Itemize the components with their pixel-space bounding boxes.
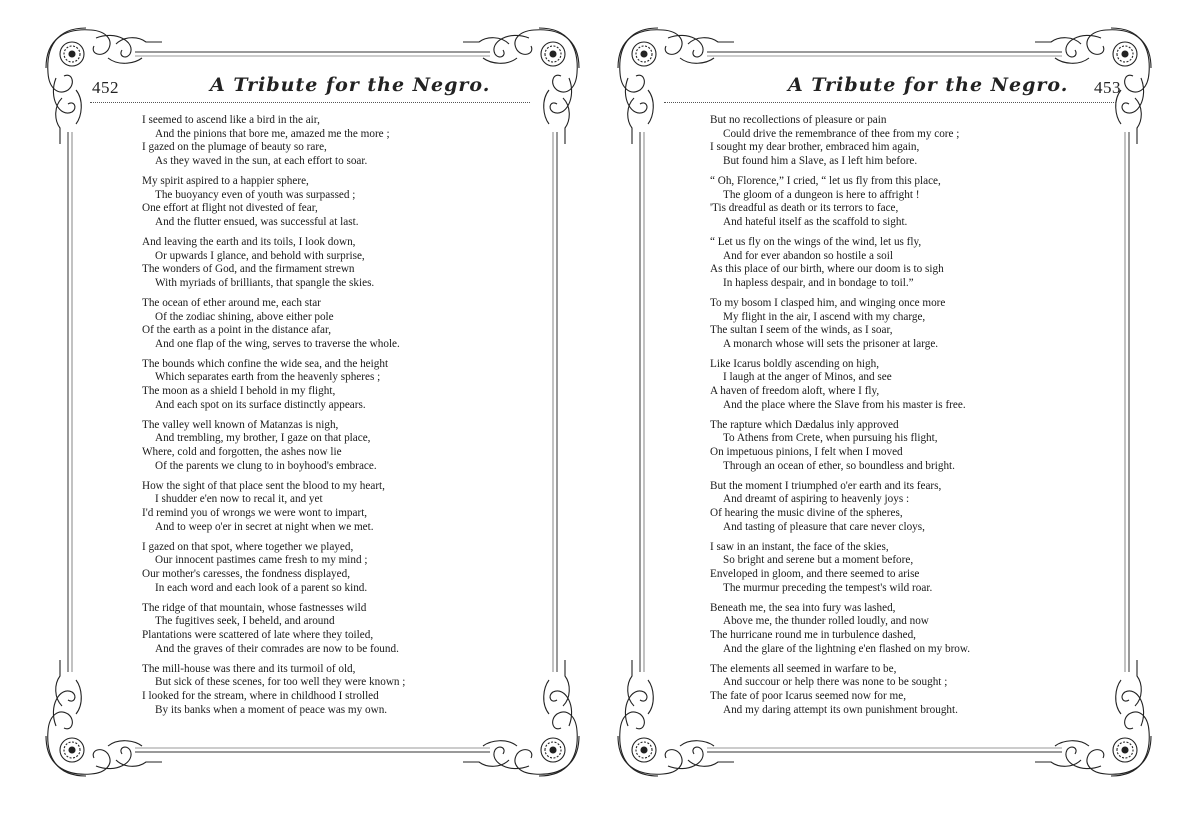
verse-line: And dreamt of aspiring to heavenly joys :	[723, 493, 910, 506]
verse-line: Beneath me, the sea into fury was lashed,	[710, 601, 896, 614]
verse-line: I'd remind you of wrongs we were wont to impart,	[142, 507, 368, 519]
verse-line: Our innocent pastimes came fresh to my mind ;	[155, 554, 368, 567]
verse-line: And tasting of pleasure that care never cloys,	[723, 520, 925, 533]
verse-line: I seemed to ascend like a bird in the air,	[142, 114, 320, 126]
verse-line: To Athens from Crete, when pursuing his flight,	[723, 432, 938, 445]
verse-line: Which separates earth from the heavenly spheres ;	[155, 371, 381, 384]
stanza	[142, 175, 562, 229]
verse-line: I shudder e'en now to recal it, and yet	[155, 493, 323, 506]
verse-line: The moon as a shield I behold in my flight,	[142, 385, 336, 398]
page-number: 453	[1094, 78, 1121, 97]
left-page	[40, 22, 585, 782]
verse-line: And for ever abandon so hostile a soil	[723, 249, 893, 262]
verse-line: And my daring attempt its own punishment brought.	[723, 703, 958, 716]
verse-line: The wonders of God, and the firmament strewn	[142, 263, 355, 276]
verse-line: I looked for the stream, where in childhood I strolled	[142, 689, 379, 702]
verse-line: The mill-house was there and its turmoil of old,	[142, 662, 356, 675]
stanza	[142, 114, 562, 168]
stanza	[710, 297, 1130, 351]
stanza	[142, 358, 562, 412]
verse-line: With myriads of brilliants, that spangle the skies.	[155, 276, 375, 289]
verse-line: Where, cold and forgotten, the ashes now lie	[142, 446, 342, 459]
running-head: A Tribute for the Negro.	[210, 74, 491, 96]
verse-line: The gloom of a dungeon is here to affright !	[723, 188, 920, 201]
verse-line: Of the zodiac shining, above either pole	[155, 310, 334, 323]
verse-line: My flight in the air, I ascend with my charge,	[723, 310, 926, 323]
verse-line: And the glare of the lightning e'en flashed on my brow.	[723, 642, 971, 655]
verse-line: Or upwards I glance, and behold with surprise,	[155, 249, 365, 262]
verse-line: But no recollections of pleasure or pain	[710, 114, 887, 126]
verse-line: But found him a Slave, as I left him before.	[723, 154, 918, 167]
verse-line: Of hearing the music divine of the spheres,	[710, 507, 903, 519]
stanza	[710, 175, 1130, 229]
verse-line: I gazed on that spot, where together we played,	[142, 540, 354, 553]
verse-line: One effort at flight not divested of fear,	[142, 202, 318, 215]
verse-line: In each word and each look of a parent so kind.	[155, 581, 368, 594]
verse-line: And trembling, my brother, I gaze on that place,	[155, 432, 371, 445]
verse-line: The ridge of that mountain, whose fastnesses wild	[142, 601, 367, 614]
verse-line: “ Oh, Florence,” I cried, “ let us fly from this place,	[710, 174, 941, 187]
verse-line: To my bosom I clasped him, and winging once more	[710, 296, 946, 309]
verse-line: By its banks when a moment of peace was my own.	[155, 703, 388, 716]
verse-line: And succour or help there was none to be sought ;	[723, 676, 948, 689]
verse-line: And hateful itself as the scaffold to sight.	[723, 215, 908, 228]
verse-line: A haven of freedom aloft, where I fly,	[710, 385, 880, 398]
verse-line: And the pinions that bore me, amazed me the more ;	[155, 127, 390, 140]
stanza	[142, 297, 562, 351]
poem-text	[710, 114, 1130, 724]
verse-line: Could drive the remembrance of thee from my core ;	[723, 127, 960, 140]
verse-line: How the sight of that place sent the blood to my heart,	[142, 479, 385, 492]
verse-line: So bright and serene but a moment before,	[723, 554, 914, 567]
stanza	[142, 541, 562, 595]
verse-line: The fate of poor Icarus seemed now for me,	[710, 689, 907, 702]
verse-line: And the flutter ensued, was successful at last.	[155, 215, 359, 228]
verse-line: The valley well known of Matanzas is nigh,	[142, 418, 339, 431]
verse-line: The bounds which confine the wide sea, and the height	[142, 357, 389, 370]
verse-line: But sick of these scenes, for too well they were known ;	[155, 676, 406, 689]
verse-line: Enveloped in gloom, and there seemed to arise	[710, 567, 920, 580]
verse-line: I gazed on the plumage of beauty so rare,	[142, 141, 327, 154]
verse-line: And the graves of their comrades are now to be found.	[155, 642, 399, 655]
stanza	[142, 602, 562, 656]
verse-line: And one flap of the wing, serves to traverse the whole.	[155, 337, 400, 350]
stanza	[142, 419, 562, 473]
verse-line: Our mother's caresses, the fondness displayed,	[142, 567, 351, 580]
verse-line: Of the earth as a point in the distance afar,	[142, 324, 332, 337]
verse-line: The ocean of ether around me, each star	[142, 296, 321, 309]
stanza	[142, 663, 562, 717]
verse-line: And each spot on its surface distinctly appears.	[155, 398, 366, 411]
verse-line: The murmur preceding the tempest's wild roar.	[723, 581, 933, 594]
header-rule	[90, 102, 530, 103]
stanza	[142, 236, 562, 290]
verse-line: 'Tis dreadful as death or its terrors to face,	[710, 202, 899, 215]
verse-line: I saw in an instant, the face of the skies,	[710, 540, 889, 553]
running-head: A Tribute for the Negro.	[788, 74, 1069, 96]
right-page	[612, 22, 1157, 782]
verse-line: The elements all seemed in warfare to be,	[710, 662, 897, 675]
verse-line: Above me, the thunder rolled loudly, and now	[723, 615, 929, 628]
stanza	[710, 663, 1130, 717]
verse-line: As they waved in the sun, at each effort to soar.	[155, 154, 368, 167]
stanza	[710, 602, 1130, 656]
verse-line: “ Let us fly on the wings of the wind, let us fly,	[710, 235, 922, 248]
stanza	[710, 358, 1130, 412]
verse-line: But the moment I triumphed o'er earth and its fears,	[710, 479, 942, 492]
verse-line: I sought my dear brother, embraced him again,	[710, 141, 920, 154]
verse-line: Of the parents we clung to in boyhood's embrace.	[155, 459, 377, 472]
verse-line: And to weep o'er in secret at night when we met.	[155, 520, 374, 533]
stanza	[142, 480, 562, 534]
verse-line: In hapless despair, and in bondage to toil.”	[723, 276, 914, 289]
stanza	[710, 541, 1130, 595]
verse-line: Like Icarus boldly ascending on high,	[710, 357, 880, 370]
verse-line: My spirit aspired to a happier sphere,	[142, 174, 309, 187]
verse-line: As this place of our birth, where our doom is to sigh	[710, 263, 944, 276]
verse-line: And leaving the earth and its toils, I look down,	[142, 235, 356, 248]
stanza	[710, 480, 1130, 534]
stanza	[710, 114, 1130, 168]
verse-line: The rapture which Dædalus inly approved	[710, 418, 899, 431]
verse-line: The hurricane round me in turbulence dashed,	[710, 628, 916, 641]
stanza	[710, 419, 1130, 473]
header-rule	[664, 102, 1116, 103]
poem-text	[142, 114, 562, 724]
stanza	[710, 236, 1130, 290]
verse-line: A monarch whose will sets the prisoner at large.	[723, 337, 939, 350]
verse-line: Plantations were scattered of late where they toiled,	[142, 628, 374, 641]
verse-line: The fugitives seek, I beheld, and around	[155, 615, 335, 628]
page-number: 452	[92, 78, 119, 97]
verse-line: And the place where the Slave from his master is free.	[723, 398, 966, 411]
verse-line: The sultan I seem of the winds, as I soar,	[710, 324, 893, 337]
verse-line: On impetuous pinions, I felt when I moved	[710, 446, 903, 459]
verse-line: Through an ocean of ether, so boundless and bright.	[723, 459, 955, 472]
verse-line: The buoyancy even of youth was surpassed ;	[155, 188, 356, 201]
verse-line: I laugh at the anger of Minos, and see	[723, 371, 892, 384]
